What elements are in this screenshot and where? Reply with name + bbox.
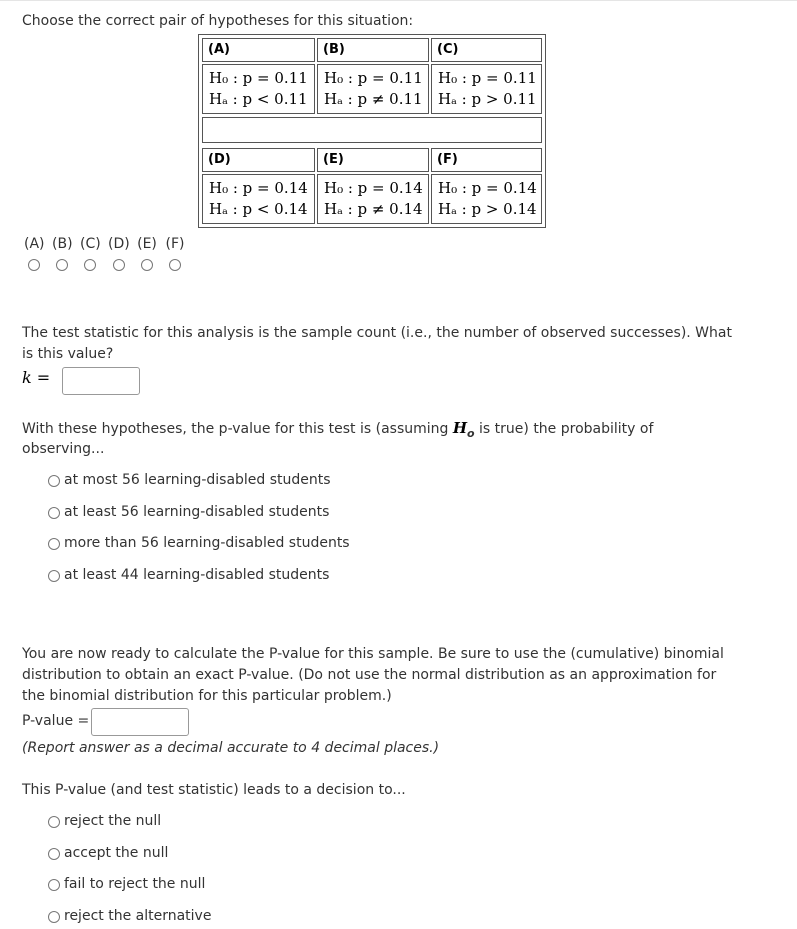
hypothesis-cell — [431, 64, 542, 114]
alt-hypothesis: Hₐ : p > 0.14 — [438, 200, 537, 218]
table-label-cell — [202, 148, 315, 172]
hypothesis-cell — [317, 174, 429, 224]
table-label-cell — [431, 38, 542, 62]
choice-letter-d: (D) — [108, 236, 130, 252]
option-at-least-56[interactable]: at least 56 learning-disabled students — [64, 504, 330, 520]
null-hypothesis: H₀ : p = 0.11 — [438, 69, 537, 87]
alt-hypothesis: Hₐ : p ≠ 0.11 — [324, 90, 423, 108]
null-hypothesis: H₀ : p = 0.14 — [324, 179, 423, 197]
q1-prompt: Choose the correct pair of hypotheses for this situation: — [22, 13, 414, 29]
h0-subscript: o — [467, 426, 475, 440]
radio-reject-null[interactable] — [48, 816, 60, 828]
pvalue-note: (Report answer as a decimal accurate to 4 decimal places.) — [22, 740, 440, 756]
table-spacer-row — [202, 117, 542, 143]
alt-hypothesis: Hₐ : p < 0.11 — [209, 90, 308, 108]
q4-line2: distribution to obtain an exact P-value. (Do not use the normal distribution as an approximation for — [22, 667, 717, 683]
table-label-cell — [317, 148, 429, 172]
choice-letter-f: (F) — [165, 236, 185, 252]
table-label-cell — [317, 38, 429, 62]
radio-d[interactable] — [113, 259, 125, 271]
null-hypothesis: H₀ : p = 0.14 — [438, 179, 537, 197]
h0-symbol: H — [452, 419, 468, 437]
radio-f[interactable] — [169, 259, 181, 271]
alt-hypothesis: Hₐ : p ≠ 0.14 — [324, 200, 423, 218]
q3-line1-end: is true) the probability of — [474, 421, 654, 437]
table-label-cell — [431, 148, 542, 172]
radio-b[interactable] — [56, 259, 68, 271]
radio-c[interactable] — [84, 259, 96, 271]
choice-letter-b: (B) — [52, 236, 73, 252]
top-divider — [0, 0, 797, 1]
alt-hypothesis: Hₐ : p < 0.14 — [209, 200, 308, 218]
option-label: (D) — [208, 152, 231, 167]
option-more-than-56[interactable]: more than 56 learning-disabled students — [64, 535, 350, 551]
option-label: (F) — [437, 152, 458, 167]
pvalue-label: P-value = — [22, 713, 90, 729]
option-accept-null[interactable]: accept the null — [64, 845, 169, 861]
null-hypothesis: H₀ : p = 0.11 — [324, 69, 423, 87]
hypothesis-cell — [202, 64, 315, 114]
alt-hypothesis: Hₐ : p > 0.11 — [438, 90, 537, 108]
q3-line1 — [22, 418, 653, 444]
option-at-least-44[interactable]: at least 44 learning-disabled students — [64, 567, 330, 583]
option-label: (E) — [323, 152, 344, 167]
q4-line3: the binomial distribution for this particular problem.) — [22, 688, 392, 704]
radio-fail-to-reject-null[interactable] — [48, 879, 60, 891]
option-reject-null[interactable]: reject the null — [64, 813, 162, 829]
radio-at-least-44[interactable] — [48, 570, 60, 582]
q3-line1-start: With these hypotheses, the p-value for this test is (assuming — [22, 421, 453, 437]
table-label-cell — [202, 38, 315, 62]
radio-e[interactable] — [141, 259, 153, 271]
null-hypothesis: H₀ : p = 0.14 — [209, 179, 308, 197]
radio-a[interactable] — [28, 259, 40, 271]
option-label: (B) — [323, 42, 345, 57]
radio-at-most-56[interactable] — [48, 475, 60, 487]
hypothesis-cell — [202, 174, 315, 224]
hypothesis-cell — [431, 174, 542, 224]
q2-line2: is this value? — [22, 346, 114, 362]
k-input[interactable] — [62, 367, 140, 395]
q4-line1: You are now ready to calculate the P-value for this sample. Be sure to use the (cumulative) binomial — [22, 646, 724, 662]
q5-prompt: This P-value (and test statistic) leads to a decision to... — [22, 782, 406, 798]
hypothesis-cell — [317, 64, 429, 114]
radio-more-than-56[interactable] — [48, 538, 60, 550]
choice-letter-e: (E) — [137, 236, 157, 252]
option-fail-to-reject-null[interactable]: fail to reject the null — [64, 876, 206, 892]
choice-letter-c: (C) — [80, 236, 101, 252]
k-label: k = — [22, 368, 51, 387]
hypotheses-table — [198, 34, 546, 228]
radio-reject-alternative[interactable] — [48, 911, 60, 923]
q3-line2: observing... — [22, 441, 105, 457]
option-label: (C) — [437, 42, 459, 57]
q2-line1: The test statistic for this analysis is the sample count (i.e., the number of observed successes). What — [22, 325, 732, 341]
pvalue-input[interactable] — [91, 708, 189, 736]
option-reject-alternative[interactable]: reject the alternative — [64, 908, 212, 924]
radio-at-least-56[interactable] — [48, 507, 60, 519]
radio-accept-null[interactable] — [48, 848, 60, 860]
choice-letter-a: (A) — [24, 236, 45, 252]
option-label: (A) — [208, 42, 230, 57]
option-at-most-56[interactable]: at most 56 learning-disabled students — [64, 472, 331, 488]
null-hypothesis: H₀ : p = 0.11 — [209, 69, 308, 87]
